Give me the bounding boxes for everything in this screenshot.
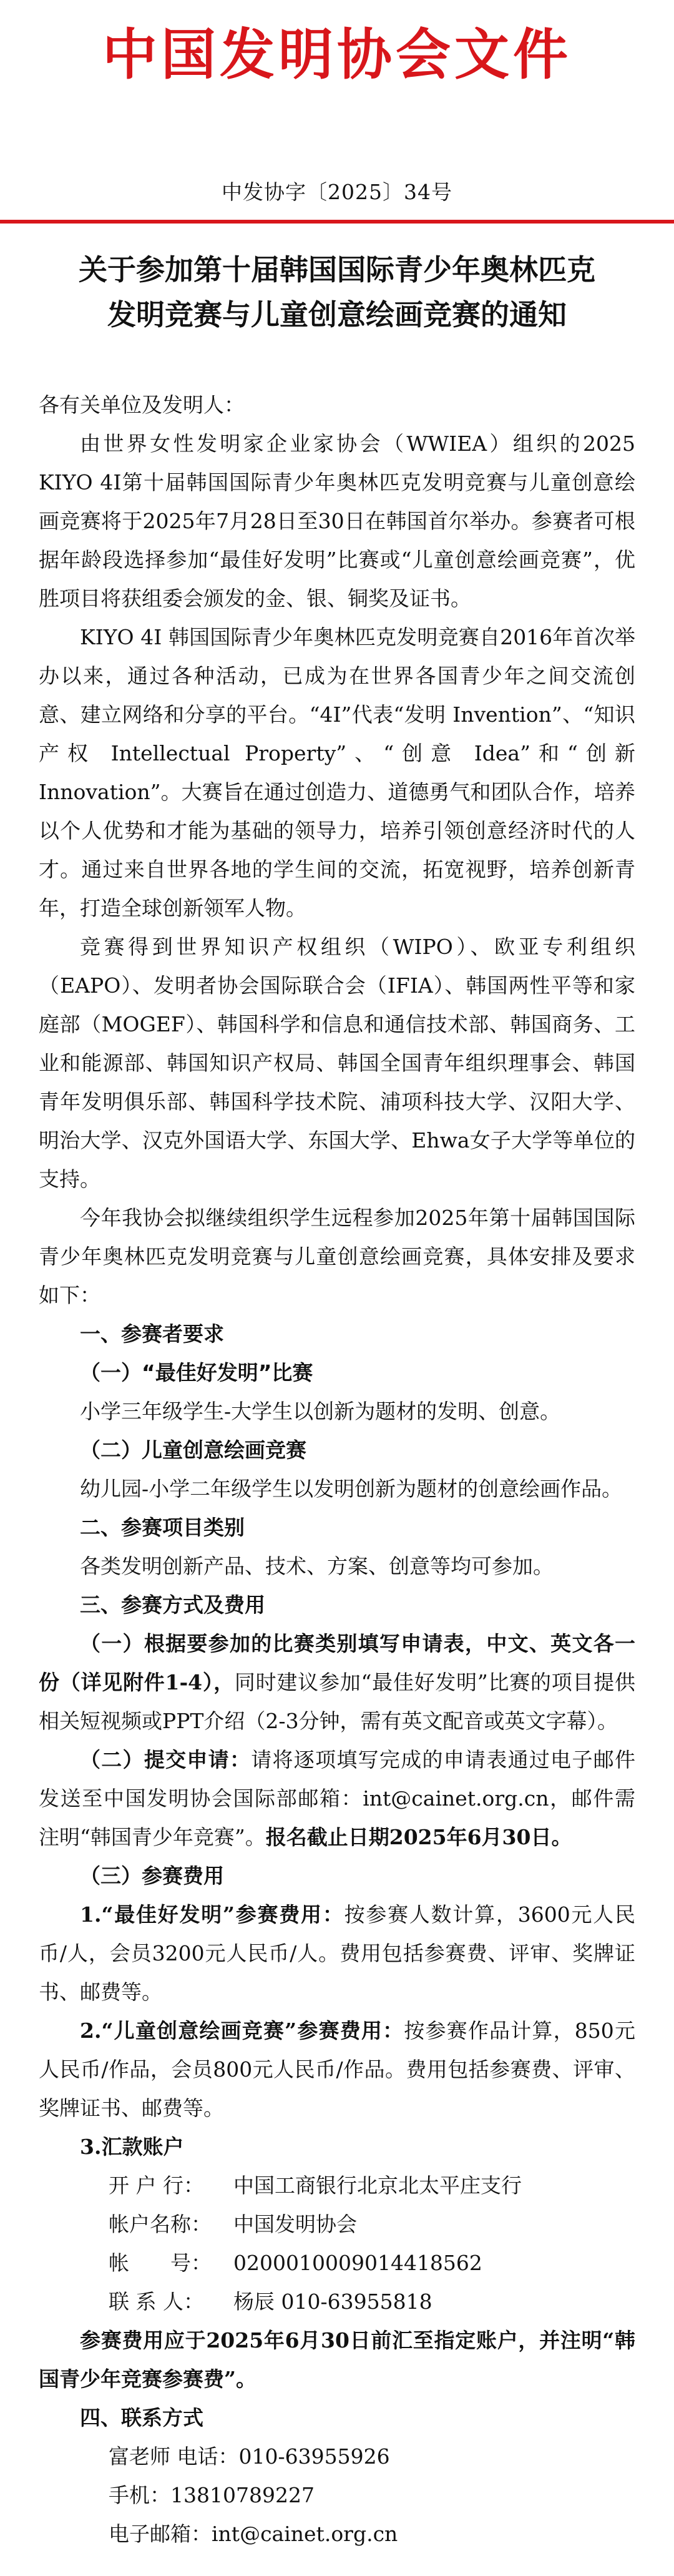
account-row-key: 帐 号：	[109, 2251, 212, 2275]
section-3-item-3-heading: （三）参赛费用	[80, 1864, 224, 1888]
account-row	[39, 2166, 635, 2205]
fee-2-text: 按参赛作品计算，850元人民币/作品，会员800元人民币/作品。费用包括参赛费、评审、奖牌证书、邮费等。	[39, 2018, 635, 2120]
fee-2	[39, 2012, 635, 2128]
section-2-heading: 二、参赛项目类别	[80, 1515, 245, 1540]
fee-2-label: 2.“儿童创意绘画竞赛”参赛费用：	[80, 2018, 404, 2043]
section-3-heading: 三、参赛方式及费用	[80, 1593, 265, 1617]
section-1-sub-2-text: 幼儿园-小学二年级学生以发明创新为题材的创意绘画作品。	[80, 1477, 623, 1501]
account-row-value: 0200010009014418562	[233, 2251, 482, 2275]
salutation: 各有关单位及发明人：	[39, 393, 245, 417]
account-row-value: 中国工商银行北京北太平庄支行	[233, 2173, 522, 2198]
document-title	[39, 247, 635, 337]
account-row	[39, 2283, 635, 2321]
section-1-heading: 一、参赛者要求	[80, 1322, 224, 1346]
account-row	[39, 2244, 635, 2283]
account-row-value: 中国发明协会	[233, 2212, 357, 2236]
fee-1-label: 1.“最佳好发明”参赛费用：	[80, 1902, 344, 1927]
section-2-text: 各类发明创新产品、技术、方案、创意等均可参加。	[80, 1554, 554, 1578]
paragraph-intro: 由世界女性发明家企业家协会（WWIEA）组织的2025 KIYO 4I第十届韩国国际青少年奥林匹克发明竞赛与儿童创意绘画竞赛将于2025年7月28日至30日在韩国首尔举办。参赛者可根据年龄段选择参加“最佳好发明”比赛或“儿童创意绘画竞赛”，优胜项目将获组委会颁发的金、银、铜奖及证书。	[39, 431, 635, 611]
section-3-item-2-rest: 请将逐项填写完成的申请表通过电子邮件发送至中国发明协会国际部邮箱：int@cainet.org.cn，邮件需注明“韩国青少年竞赛”。	[39, 1748, 636, 1849]
account-row-value: 杨辰 010-63955818	[233, 2289, 432, 2314]
title-line-1: 关于参加第十届韩国国际青少年奥林匹克	[79, 253, 595, 287]
title-line-2: 发明竞赛与儿童创意绘画竞赛的通知	[107, 298, 567, 332]
account-note: 参赛费用应于2025年6月30日前汇至指定账户，并注明“韩国青少年竞赛参赛费”。	[39, 2328, 635, 2391]
contact-mobile: 手机：13810789227	[109, 2483, 315, 2507]
section-4-heading: 四、联系方式	[80, 2406, 203, 2430]
registration-deadline: 报名截止日期2025年6月30日。	[265, 1825, 572, 1849]
account-row-key: 联 系 人：	[109, 2289, 204, 2314]
account-row-key: 帐户名称：	[109, 2212, 212, 2236]
paragraph-arrangement: 今年我协会拟继续组织学生远程参加2025年第十届韩国国际青少年奥林匹克发明竞赛与儿童创意绘画竞赛，具体安排及要求如下：	[39, 1206, 635, 1307]
document-number: 中发协字〔2025〕34号	[222, 180, 452, 204]
masthead: 中国发明协会文件	[102, 22, 572, 87]
section-1-sub-1-text: 小学三年级学生-大学生以创新为题材的发明、创意。	[80, 1399, 561, 1423]
section-3-item-1	[39, 1625, 635, 1741]
contact-email: 电子邮箱：int@cainet.org.cn	[109, 2522, 398, 2546]
section-1-sub-1-heading: （一）“最佳好发明”比赛	[80, 1360, 313, 1385]
document-body	[39, 386, 635, 2554]
paragraph-supporters: 竞赛得到世界知识产权组织（WIPO）、欧亚专利组织（EAPO）、发明者协会国际联合会（IFIA）、韩国两性平等和家庭部（MOGEF）、韩国科学和信息和通信技术部、韩国商务、工业和能源部、韩国知识产权局、韩国全国青年组织理事会、韩国青年发明俱乐部、韩国科学技术院、浦项科技大学、汉阳大学、明治大学、汉克外国语大学、东国大学、Ehwa女子大学等单位的支持。	[39, 935, 635, 1191]
account-heading: 3.汇款账户	[80, 2135, 184, 2159]
fee-1-text: 按参赛人数计算，3600元人民币/人，会员3200元人民币/人。费用包括参赛费、评审、奖牌证书、邮费等。	[39, 1902, 635, 2004]
section-1-sub-2-heading: （二）儿童创意绘画竞赛	[80, 1438, 306, 1462]
account-row	[39, 2205, 635, 2244]
section-3-item-2-bold: （二）提交申请：	[80, 1748, 252, 1772]
section-3-item-1-rest: 同时建议参加“最佳好发明”比赛的项目提供相关短视频或PPT介绍（2-3分钟，需有英文配音或英文字幕）。	[39, 1670, 635, 1733]
red-divider	[0, 220, 674, 224]
paragraph-background: KIYO 4I 韩国国际青少年奥林匹克发明竞赛自2016年首次举办以来，通过各种活动，已成为在世界各国青少年之间交流创意、建立网络和分享的平台。“4I”代表“发明 Invention”、“知识产权 Intellectual Property”、“创意 Idea”和“创新 Innovation”。大赛旨在通过创造力、道德勇气和团队合作，培养以个人优势和才能为基础的领导力，培养引领创意经济时代的人才。通过来自世界各地的学生间的交流，拓宽视野，培养创新青年，打造全球创新领军人物。	[39, 625, 636, 920]
account-details	[39, 2166, 635, 2321]
section-3-item-1-bold: （一）根据要参加的比赛类别填写申请表，中文、英文各一份（详见附件1-4），	[39, 1631, 635, 1694]
contact-teacher-phone: 富老师 电话：010-63955926	[109, 2444, 390, 2469]
fee-1	[39, 1895, 635, 2012]
account-row-key: 开 户 行：	[109, 2173, 204, 2198]
section-3-item-2	[39, 1741, 635, 1857]
